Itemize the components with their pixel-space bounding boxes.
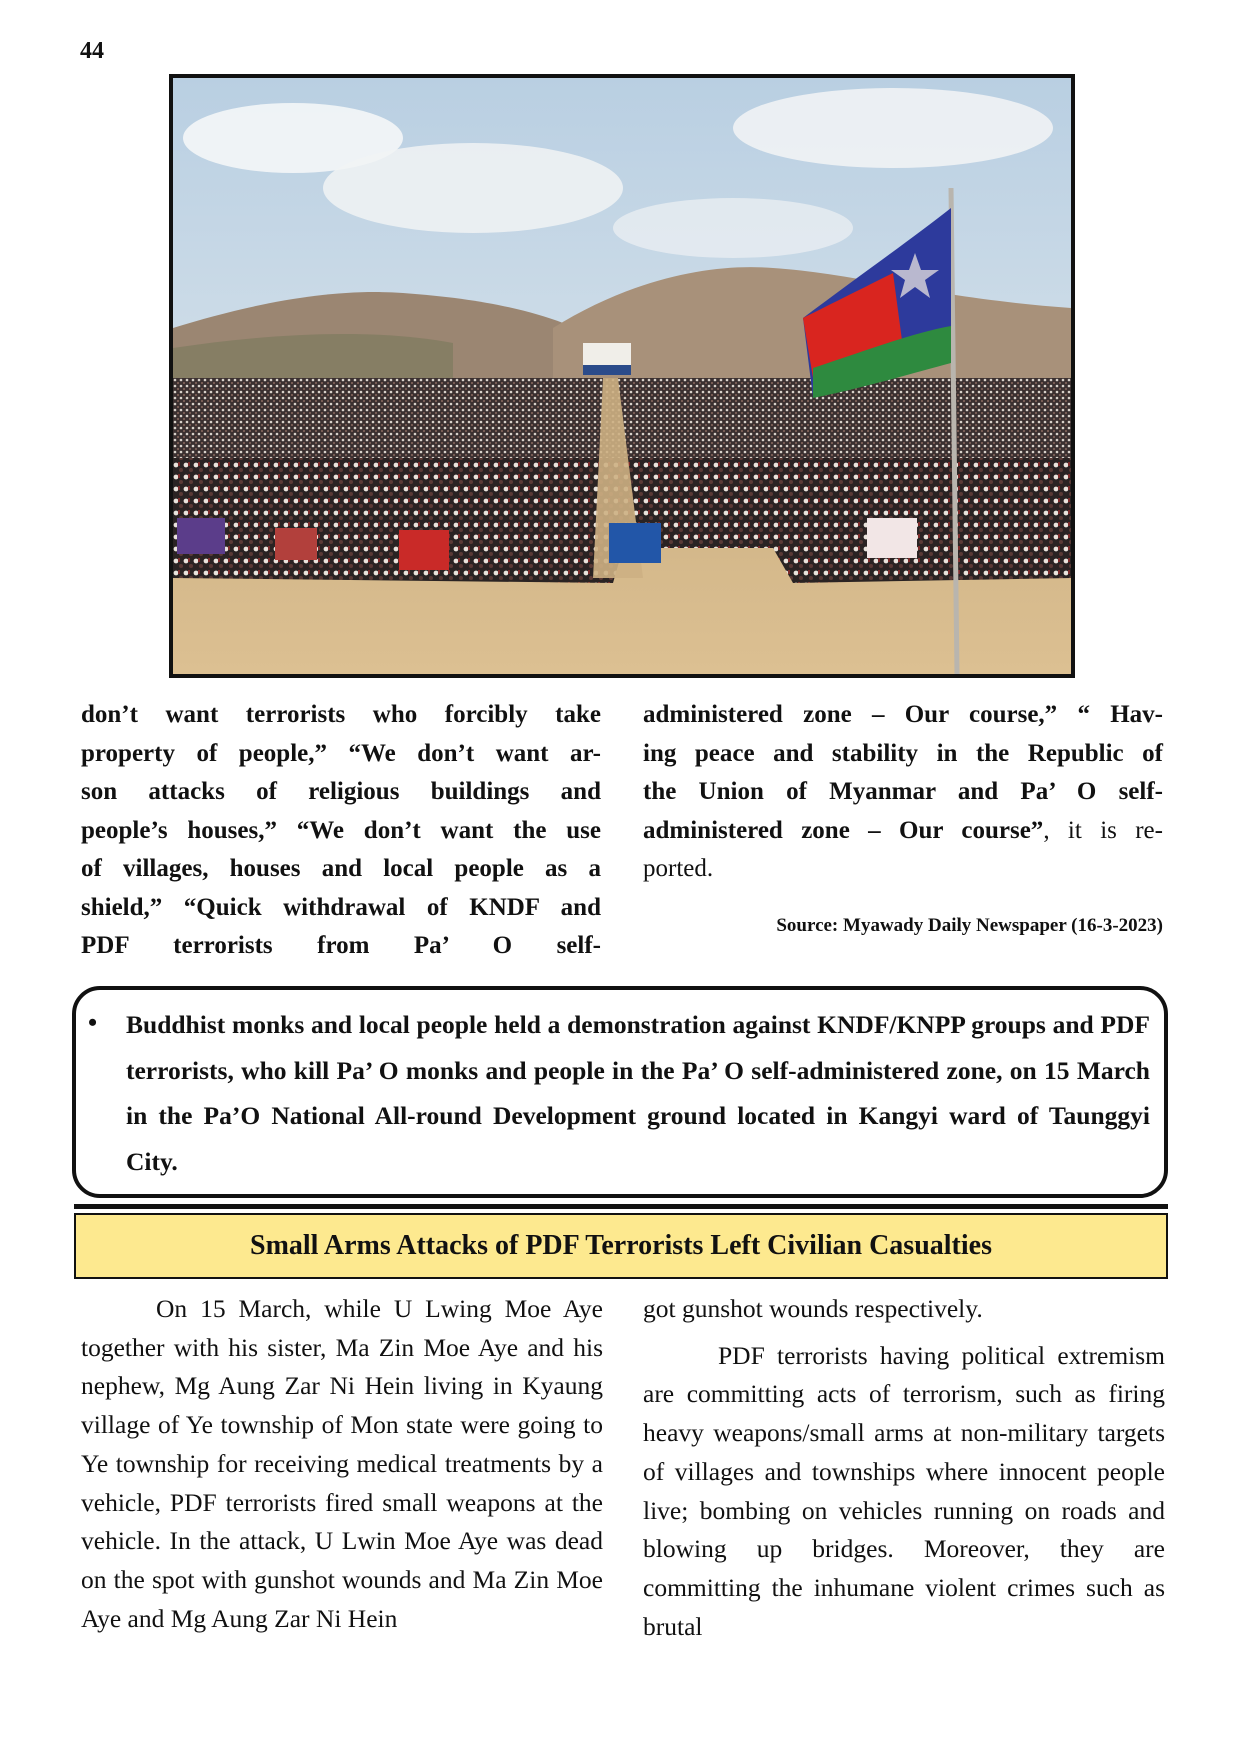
demonstration-photo (169, 74, 1075, 678)
text-line: don’t want terrorists who forcibly take (81, 701, 601, 728)
continued-quote-right-column (643, 696, 1163, 889)
text-line: son attacks of religious buildings and (81, 778, 601, 805)
text-line: administered zone – Our course”, it is re- (643, 816, 1163, 844)
demonstration-crowd-photo-icon (173, 78, 1071, 674)
bullet-icon: • (88, 1008, 98, 1037)
text-line: shield,” “Quick withdrawal of KNDF and (81, 893, 601, 921)
article-paragraph: On 15 March, while U Lwing Moe Aye together with his sister, Ma Zin Moe Aye and his nephew, Mg Aung Zar Ni Hein living in Kyaung village of Ye township of Mon state were going to Ye township for receiving medical treatments by a vehicle, PDF terrorists fired small weapons at the vehicle. In the attack, U Lwin Moe Aye was dead on the spot with gunshot wounds and Ma Zin Moe Aye and Mg Aung Zar Ni Hein (81, 1294, 603, 1633)
text-line: property of people,” “We don’t want ar- (81, 739, 601, 767)
text-line: ported. (643, 855, 714, 882)
heading-divider (74, 1204, 1168, 1209)
article-paragraph: PDF terrorists having political extremism are committing acts of terrorism, such as firing heavy weapons/small arms at non-military targets of villages and townships where innocent people live; bombing on vehicles running on roads and blowing up bridges. Moreover, they are committing the inhumane violent crimes such as brutal (643, 1340, 1165, 1641)
article-left-column (81, 1290, 603, 1638)
article-paragraph: got gunshot wounds respectively. (643, 1294, 983, 1323)
text-line: ing peace and stability in the Republic of (643, 739, 1163, 767)
highlight-text: Buddhist monks and local people held a demonstration against KNDF/KNPP groups and PDF terrorists, who kill Pa’ O monks and people in the Pa’ O self-administered zone, on 15 March in the Pa’O National All-round Development ground located in Kangyi ward of Taunggyi City. (126, 1010, 1150, 1176)
continued-quote-left-column (81, 696, 601, 966)
text-line: the Union of Myanmar and Pa’ O self- (643, 778, 1163, 805)
source-citation: Source: Myawady Daily Newspaper (16-3-2023) (776, 915, 1163, 936)
text-line: people’s houses,” “We don’t want the use (81, 816, 601, 844)
text-line: PDF terrorists from Pa’ O self- (81, 932, 601, 959)
page-number: 44 (80, 38, 104, 64)
text-line: administered zone – Our course,” “ Hav- (643, 701, 1163, 728)
text-line: of villages, houses and local people as a (81, 855, 601, 882)
section-heading: Small Arms Attacks of PDF Terrorists Left Civilian Casualties (74, 1213, 1168, 1279)
article-right-column (643, 1290, 1165, 1646)
